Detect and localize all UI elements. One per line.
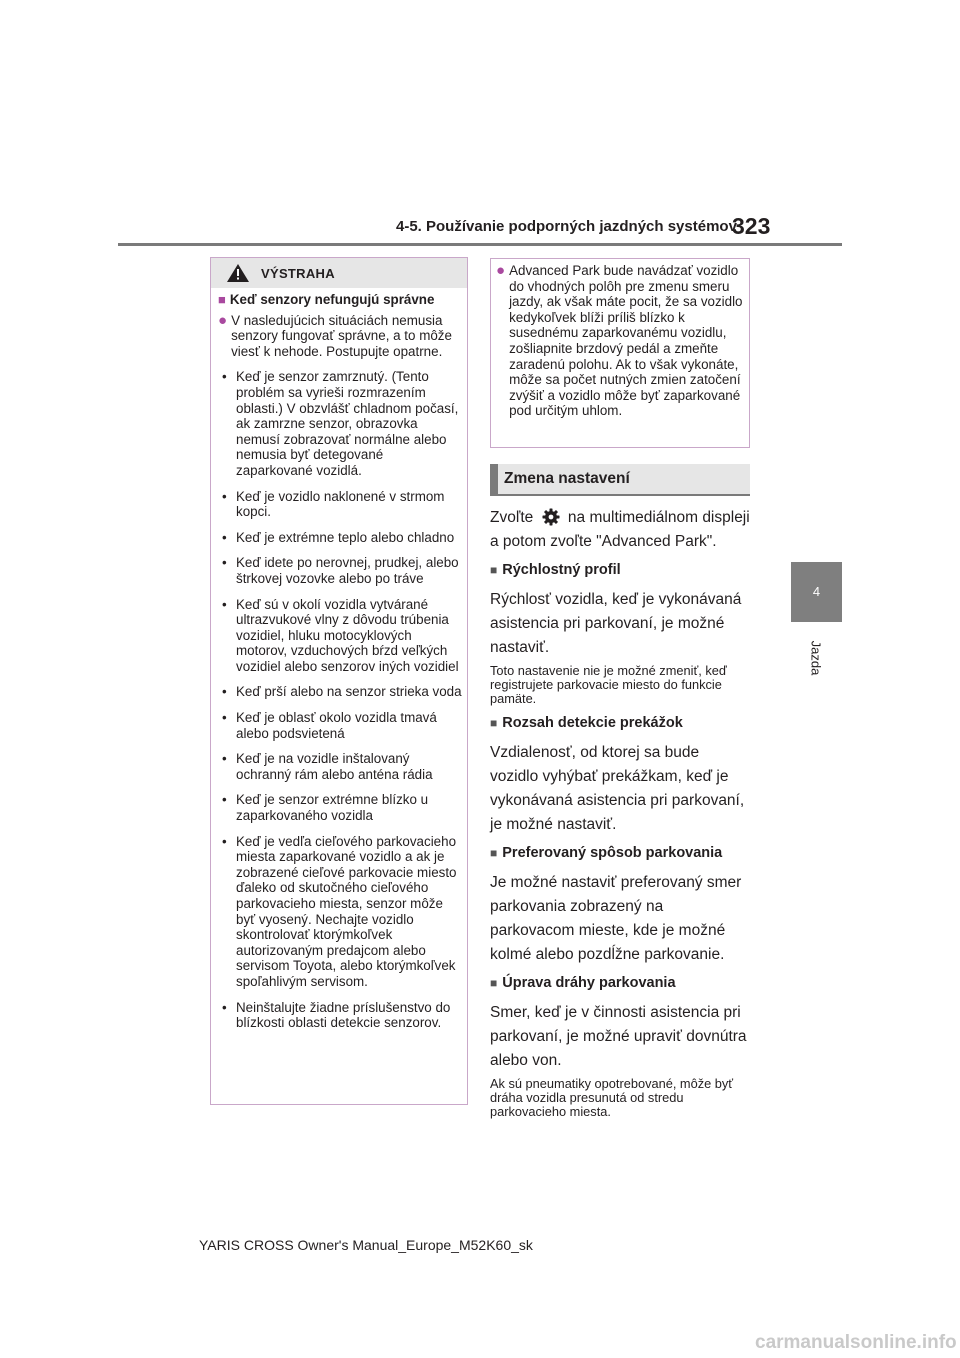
square-bullet-icon: ■ xyxy=(218,292,226,307)
square-bullet-icon: ■ xyxy=(490,715,498,730)
right-column xyxy=(490,258,750,1119)
settings-heading-text: Zmena nastavení xyxy=(504,470,630,487)
list-item: • Keď idete po nerovnej, prudkej, alebo štrkovej vozovke alebo po tráve xyxy=(222,555,459,586)
list-item: • Keď je na vozidle inštalovaný ochranný rám alebo anténa rádia xyxy=(222,751,433,782)
page-number: 323 xyxy=(732,213,771,239)
warning-triangle-icon xyxy=(227,264,249,282)
list-item: • Neinštalujte žiadne príslušenstvo do blízkosti oblasti detekcie senzorov. xyxy=(222,999,451,1031)
settings-item-text: Rýchlosť vozidla, keď je vykonávaná asistencia pri parkovaní, je možné nastaviť. xyxy=(490,591,742,656)
settings-item-title: ■ Preferovaný spôsob parkovania xyxy=(490,844,723,861)
settings-item-title: ■ Úprava dráhy parkovania xyxy=(490,974,676,991)
settings-item-note: Ak sú pneumatiky opotrebované, môže byť dráha vozidla presunutá od stredu parkovacieho miesta. xyxy=(490,1075,734,1120)
square-bullet-icon: ■ xyxy=(490,563,498,577)
warning-continued-text: Advanced Park bude navádzať vozidlo do vhodných polôh pre zmenu smeru jazdy, ak však máte pocit, že sa vozidlo kedykoľvek blíži príliš blízko k susednému zaparkovanému vozidlu, zošliapnite brzdový pedál a zmeňte zaradenú polohu. Ak to však vykonáte, môže sa počet nutných zmien zatočení zvýšiť a vozidlo môže byť zaparkované pod určitým uhlom. xyxy=(509,263,743,419)
list-item: • Keď je extrémne teplo alebo chladno xyxy=(222,529,455,545)
chapter-number: 4 xyxy=(812,584,821,599)
list-item: • Keď je oblasť okolo vozidla tmavá alebo podsvietená xyxy=(222,710,437,741)
gear-icon xyxy=(542,508,560,526)
settings-item-title: ■ Rozsah detekcie prekážok xyxy=(490,714,683,731)
dot-bullet-icon: ● xyxy=(218,311,228,329)
dot-bullet-icon: ● xyxy=(496,262,506,279)
settings-item-title: ■ Rýchlostný profil xyxy=(490,562,621,578)
watermark: carmanualsonline.info xyxy=(755,1332,957,1353)
settings-heading xyxy=(490,464,750,496)
list-item: • Keď je vedľa cieľového parkovacieho miesta zaparkované vozidlo a ak je zobrazené cieľové parkovacie miesto ďaleko od skutočného cieľového parkovacieho miesta, senzor môže byť vyosený. Nechajte vozidlo skontrolovať ktorýmkoľvek autorizovaným predajcom alebo servisom Toyota, alebo ktorýmkoľvek spoľahlivým servisom. xyxy=(222,833,457,989)
warning-box xyxy=(210,257,468,1105)
warning-header xyxy=(211,258,467,288)
chapter-label-text: Jazda xyxy=(808,640,824,676)
section-title: 4-5. Používanie podporných jazdných systémov xyxy=(396,218,737,235)
list-item: • Keď je senzor zamrznutý. (Tento problém sa vyrieši rozmrazením oblasti.) V obzvlášť chladnom počasí, ak zamrzne senzor, obrazovka nemusí zobrazovať normálne alebo nemusia byť detegované zaparkované vozidlá. xyxy=(222,369,459,478)
settings-item-text: Smer, keď je v činnosti asistencia pri parkovaní, je možné upraviť dovnútra alebo von. xyxy=(490,1003,747,1069)
square-bullet-icon: ■ xyxy=(490,845,498,860)
settings-item-path-adjust xyxy=(490,975,750,1120)
warning-bullet-list xyxy=(218,369,463,1030)
list-item: • Keď je vozidlo naklonené v strmom kopci. xyxy=(222,488,445,520)
list-item: • Keď sú v okolí vozidla vytvárané ultrazvukové vlny z dôvodu trúbenia vozidiel, hluku motocyklových motorov, vzduchových bŕzd veľkých vozidiel alebo senzorov iných vozidiel xyxy=(222,596,459,674)
settings-item-obstacle-range xyxy=(490,715,750,837)
warning-continued-box xyxy=(490,258,750,448)
chapter-label xyxy=(805,628,827,688)
list-item: • Keď prší alebo na senzor strieka voda xyxy=(222,684,462,700)
square-bullet-icon: ■ xyxy=(490,975,498,990)
settings-item-speed-profile xyxy=(490,562,750,707)
warning-title: VÝSTRAHA xyxy=(261,266,335,281)
warning-heading-text: Keď senzory nefungujú správne xyxy=(229,292,435,307)
settings-item-parking-method xyxy=(490,845,750,967)
settings-item-note: Toto nastavenie nie je možné zmeniť, keď registrujete parkovacie miesto do funkcie pamäte. xyxy=(490,663,727,707)
warning-heading xyxy=(218,292,463,308)
header-rule xyxy=(118,243,842,246)
warning-intro-text: V nasledujúcich situáciách nemusia senzory fungovať správne, a to môže viesť k nehode. Postupujte opatrne. xyxy=(231,312,452,359)
settings-item-text: Je možné nastaviť preferovaný smer parkovania zobrazený na parkovacom mieste, kde je možné kolmé alebo pozdĺžne parkovanie. xyxy=(490,873,742,963)
settings-item-text: Vzdialenosť, od ktorej sa bude vozidlo vyhýbať prekážkam, keď je vykonávaná asistencia pri parkovaní, je možné nastaviť. xyxy=(490,743,745,833)
chapter-tab xyxy=(791,562,842,622)
warning-intro xyxy=(218,313,463,360)
settings-intro: Zvoľte na multimediálnom displeji a potom zvoľte "Advanced Park". xyxy=(490,509,750,550)
list-item: • Keď je senzor extrémne blízko u zaparkovaného vozidla xyxy=(222,792,429,824)
footer-text: YARIS CROSS Owner's Manual_Europe_M52K60_sk xyxy=(199,1237,533,1253)
warning-body xyxy=(211,288,467,1031)
